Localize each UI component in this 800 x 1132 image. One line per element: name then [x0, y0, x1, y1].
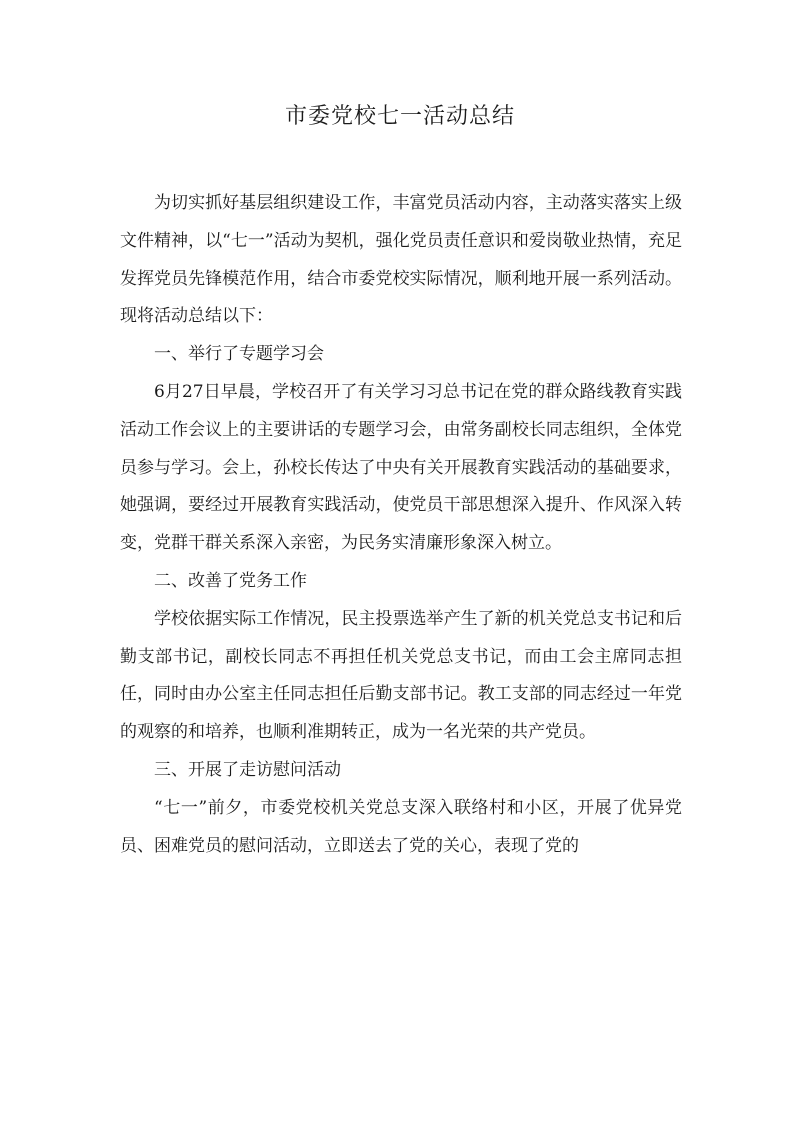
section-heading-1: 一、举行了专题学习会	[154, 344, 324, 365]
intro-paragraph: 为切实抓好基层组织建设工作，丰富党员活动内容，主动落实落实上级文件精神，以“七一”活动为契机，强化党员责任意识和爱岗敬业热情，充足发挥党员先锋模范作用，结合市委党校实际情况，顺利地开展一系列活动。现将活动总结以下：	[120, 193, 682, 327]
section-3-paragraph: “七一”前夕，市委党校机关党总支深入联络村和小区，开展了优异党员、困难党员的慰问活动，立即送去了党的关心，表现了党的	[120, 797, 682, 856]
document-body	[120, 185, 682, 865]
section-2-paragraph: 学校依据实际工作情况，民主投票选举产生了新的机关党总支书记和后勤支部书记，副校长同志不再担任机关党总支书记，而由工会主席同志担任，同时由办公室主任同志担任后勤支部书记。教工支部的同志经过一年党的观察的和培养，也顺利准期转正，成为一名光荣的共产党员。	[120, 608, 682, 743]
document-title: 市委党校七一活动总结	[284, 104, 515, 129]
section-1-paragraph: 6月27日早晨，学校召开了有关学习习总书记在党的群众路线教育实践活动工作会议上的主要讲话的专题学习会，由常务副校长同志组织，全体党员参与学习。会上，孙校长传达了中央有关开展教育实践活动的基础要求，她强调，要经过开展教育实践活动，使党员干部思想深入提升、作风深入转变，党群干群关系深入亲密，为民务实清廉形象深入树立。	[120, 381, 682, 554]
section-heading-3: 三、开展了走访慰问活动	[154, 759, 341, 780]
section-heading-2: 二、改善了党务工作	[154, 570, 307, 591]
